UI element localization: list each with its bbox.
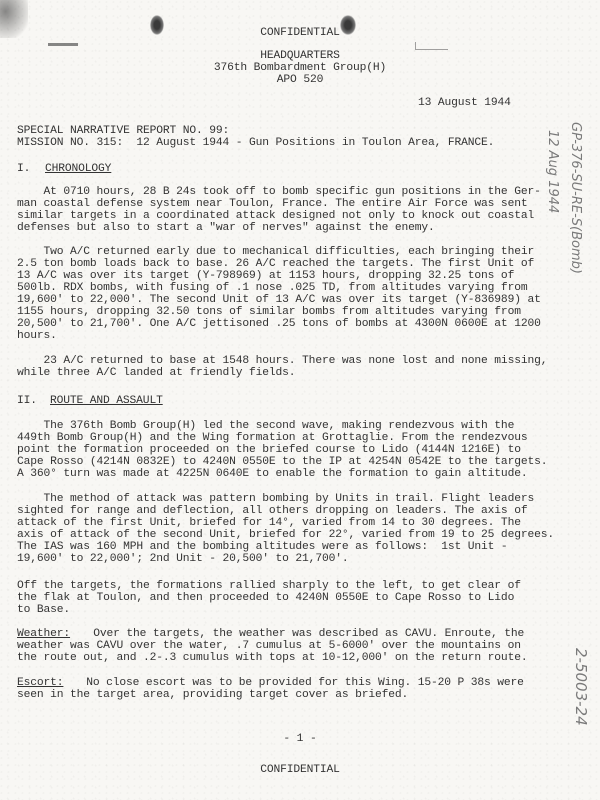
weather-label: Weather: [17,628,71,640]
classification-bottom: CONFIDENTIAL [260,764,340,776]
body-line: Two A/C returned early due to mechanical difficulties, each bringing their [17,246,535,258]
report-date: 13 August 1944 [418,97,511,109]
body-line: 449th Bomb Group(H) and the Wing formation at Grottaglie. From the rendezvous [17,432,528,444]
body-line: hours. [17,330,57,342]
escort-label: Escort: [17,677,64,689]
handwritten-annotation: GP-376-SU-RE-S(Bomb) [568,122,583,274]
weather-line: the route out, and .2-.3 cumulus with tops at 10-12,000' on the return route. [17,652,528,664]
escort-line: No close escort was to be provided for this Wing. 15-20 P 38s were [73,677,524,689]
section-number: II. [17,395,37,407]
mission-title: MISSION NO. 315: 12 August 1944 - Gun Positions in Toulon Area, FRANCE. [17,137,495,149]
body-line: similar targets in a coordinated attack designed not only to knock out coastal [17,210,535,222]
handwritten-annotation: 2-5003-24 [572,648,590,726]
body-line: At 0710 hours, 28 B 24s took off to bomb specific gun positions in the Ger- [17,186,541,198]
body-line: Cape Rosso (4214N 0832E) to 4240N 0550E to the IP at 4254N 0542E to the targets. [17,456,548,468]
handwritten-annotation: 12 Aug 1944 [545,130,560,214]
body-line: 19,600' to 22,000'. The second Unit of 13 A/C was over its target (Y-836989) at [17,294,541,306]
body-line: 2.5 ton bomb loads back to base. 26 A/C reached the targets. The first Unit of [17,258,535,270]
body-line: The method of attack was pattern bombing by Units in trail. Flight leaders [17,493,535,505]
body-line: The IAS was 160 MPH and the bombing altitudes were as follows: 1st Unit - [17,541,508,553]
body-line: 19,600' to 22,000'; 2nd Unit - 20,500' to 21,700'. [17,553,349,565]
section-heading: ROUTE AND ASSAULT [50,395,163,407]
weather-line: Over the targets, the weather was described as CAVU. Enroute, the [80,628,525,640]
report-title: SPECIAL NARRATIVE REPORT NO. 99: [17,125,230,137]
escort-line: seen in the target area, providing target cover as briefed. [17,689,409,701]
body-line: point the formation proceeded on the briefed course to Lido (4144N 1216E) to [17,444,521,456]
body-line: 23 A/C returned to base at 1548 hours. There was none lost and none missing, [17,355,548,367]
body-line: 500lb. RDX bombs, with fusing of .1 nose .025 TD, from altitudes varying from [17,282,528,294]
body-line: A 360° turn was made at 4225N 0640E to enable the formation to gain altitude. [17,468,528,480]
scan-artifact [415,42,448,50]
org-headquarters: HEADQUARTERS [260,50,340,62]
body-line: sighted for range and deflection, all others dropping on leaders. The axis of [17,505,528,517]
section-number: I. [17,163,31,175]
body-line: attack of the first Unit, briefed for 14°, varied from 14 to 30 degrees. The [17,517,521,529]
scan-artifact [48,43,78,46]
body-line: defenses but also to start a "war of nerves" against the enemy. [17,222,435,234]
body-line: 1155 hours, dropping 32.50 tons of similar bombs from altitudes varying from [17,306,521,318]
section-heading: CHRONOLOGY [45,163,112,175]
org-unit: 376th Bombardment Group(H) [213,62,387,74]
page-number: - 1 - [283,733,317,745]
body-line: 20,500' to 21,700'. One A/C jettisoned .25 tons of bombs at 4300N 0600E at 1200 [17,318,541,330]
org-apo: APO 520 [276,74,324,86]
body-line: while three A/C landed at friendly fields. [17,367,296,379]
body-line: to Base. [17,604,71,616]
body-line: 13 A/C was over its target (Y-798969) at 1153 hours, dropping 32.25 tons of [17,270,515,282]
body-line: axis of attack of the second Unit, briefed for 22°, varied from 19 to 25 degrees. [17,529,554,541]
body-line: The 376th Bomb Group(H) led the second wave, making rendezvous with the [17,420,515,432]
body-line: man coastal defense system near Toulon, France. The entire Air Force was sent [17,198,528,210]
weather-line: weather was CAVU over the water, .7 cumulus at 5-6000' over the mountains on [17,640,521,652]
body-line: Off the targets, the formations rallied sharply to the left, to get clear of [17,580,521,592]
body-line: the flak at Toulon, and then proceeded to 4240N 0550E to Cape Rosso to Lido [17,592,515,604]
classification-top: CONFIDENTIAL [260,27,340,39]
